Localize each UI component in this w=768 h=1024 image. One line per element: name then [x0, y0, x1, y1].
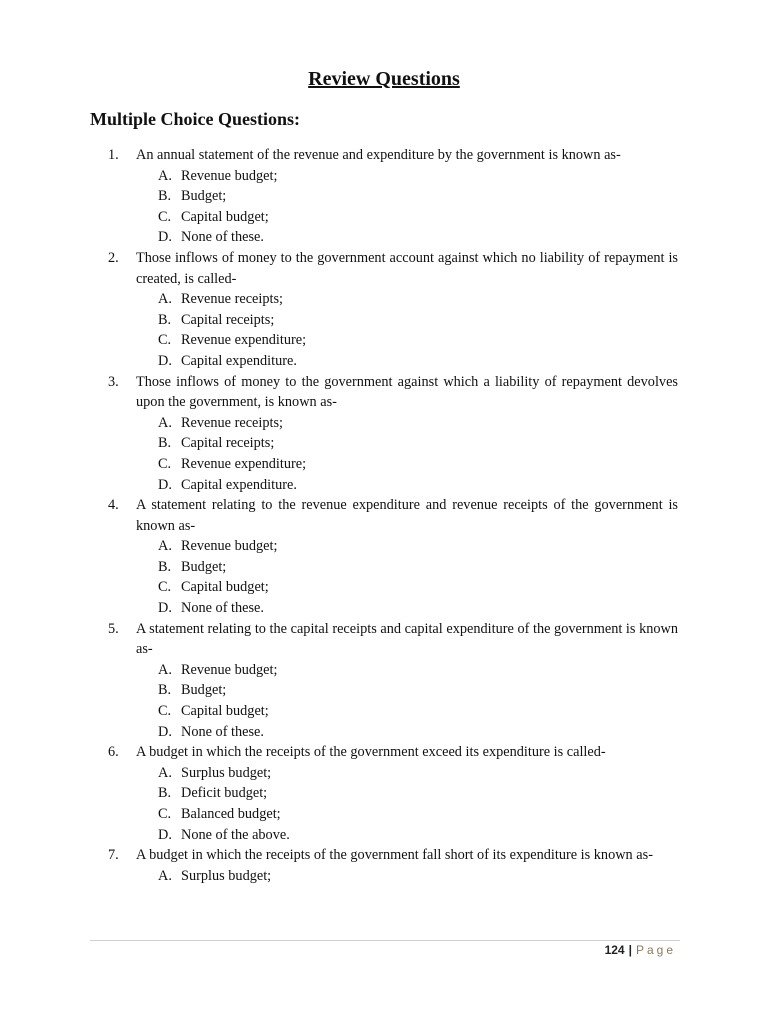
answer-option	[158, 763, 678, 784]
option-letter: A.	[158, 291, 172, 308]
footer-separator: |	[628, 943, 632, 957]
option-text: Capital budget;	[181, 703, 269, 720]
answer-option	[158, 536, 678, 557]
question-number: 3.	[108, 373, 119, 390]
answer-option	[158, 722, 678, 743]
question-text: Those inflows of money to the government against which a liability of repayment devolves upon the government, is known as-	[136, 373, 678, 411]
option-text: Revenue receipts;	[181, 414, 284, 431]
option-text: None of these.	[181, 600, 264, 617]
question-item	[108, 619, 678, 660]
option-letter: D.	[158, 600, 172, 617]
option-letter: A.	[158, 167, 172, 184]
option-text: Surplus budget;	[181, 867, 272, 884]
question-number: 7.	[108, 847, 119, 864]
answer-option	[158, 433, 678, 454]
option-text: None of these.	[181, 229, 264, 246]
answer-option	[158, 783, 678, 804]
option-text: Budget;	[181, 682, 227, 699]
option-letter: D.	[158, 826, 172, 843]
option-text: Revenue budget;	[181, 661, 278, 678]
option-letter: D.	[158, 229, 172, 246]
option-letter: B.	[158, 188, 172, 205]
option-text: Capital budget;	[181, 208, 269, 225]
option-letter: B.	[158, 682, 172, 699]
question-number: 6.	[108, 744, 119, 761]
question-item	[108, 372, 678, 413]
answer-option	[158, 227, 678, 248]
page-label: Page	[635, 943, 676, 957]
question-number: 1.	[108, 147, 119, 163]
question-item	[108, 495, 678, 536]
option-letter: A.	[158, 867, 172, 884]
option-text: Budget;	[181, 188, 227, 205]
question-text: A statement relating to the revenue expenditure and revenue receipts of the government is known as-	[136, 497, 678, 534]
option-text: Capital expenditure.	[181, 476, 297, 493]
answer-option	[158, 186, 678, 207]
option-letter: D.	[158, 723, 172, 740]
option-text: Budget;	[181, 558, 227, 575]
page-footer	[605, 943, 676, 957]
answer-option	[158, 701, 678, 722]
option-text: Revenue expenditure;	[181, 455, 307, 472]
option-text: Capital receipts;	[181, 311, 275, 328]
option-text: Deficit budget;	[181, 785, 268, 802]
page-title: Review Questions	[308, 68, 460, 90]
question-item	[108, 145, 678, 166]
answer-option	[158, 413, 678, 434]
answer-option	[158, 598, 678, 619]
answer-option	[158, 660, 678, 681]
question-text: A statement relating to the capital receipts and capital expenditure of the government is known as-	[136, 620, 678, 658]
option-letter: D.	[158, 352, 172, 369]
option-letter: A.	[158, 414, 172, 431]
option-letter: B.	[158, 435, 172, 452]
question-number: 5.	[108, 620, 119, 637]
question-number: 2.	[108, 249, 119, 266]
answer-option	[158, 330, 678, 351]
option-text: Revenue receipts;	[181, 291, 284, 308]
answer-option	[158, 289, 678, 310]
page-number: 124	[604, 943, 625, 957]
option-letter: C.	[158, 579, 172, 596]
question-text: A budget in which the receipts of the government exceed its expenditure is called-	[136, 744, 606, 761]
question-item	[108, 845, 678, 866]
question-text: An annual statement of the revenue and expenditure by the government is known as-	[136, 147, 621, 163]
answer-option	[158, 557, 678, 578]
answer-option	[158, 310, 678, 331]
answer-option	[158, 866, 678, 887]
question-number: 4.	[108, 497, 119, 514]
footer-divider	[90, 940, 680, 941]
option-text: Capital budget;	[181, 579, 269, 596]
option-letter: B.	[158, 311, 172, 328]
option-text: Capital receipts;	[181, 435, 275, 452]
option-letter: C.	[158, 806, 172, 822]
section-heading: Multiple Choice Questions:	[90, 109, 300, 129]
option-text: Balanced budget;	[181, 806, 281, 822]
option-letter: C.	[158, 703, 172, 720]
option-text: Revenue budget;	[181, 167, 278, 184]
option-text: Surplus budget;	[181, 764, 272, 781]
option-letter: A.	[158, 661, 172, 678]
answer-option	[158, 680, 678, 701]
option-text: Revenue expenditure;	[181, 332, 307, 349]
option-text: None of the above.	[181, 826, 290, 843]
option-letter: C.	[158, 332, 172, 349]
option-letter: B.	[158, 558, 172, 575]
option-letter: B.	[158, 785, 172, 802]
question-item	[108, 742, 678, 763]
option-letter: D.	[158, 476, 172, 493]
option-letter: C.	[158, 455, 172, 472]
option-text: Revenue budget;	[181, 538, 278, 555]
option-letter: A.	[158, 538, 172, 555]
answer-option	[158, 577, 678, 598]
option-letter: C.	[158, 208, 172, 225]
question-list	[108, 145, 678, 886]
option-letter: A.	[158, 764, 172, 781]
answer-option	[158, 804, 678, 825]
answer-option	[158, 454, 678, 475]
question-text: A budget in which the receipts of the government fall short of its expenditure is known as-	[136, 847, 653, 864]
answer-option	[158, 475, 678, 496]
option-text: Capital expenditure.	[181, 352, 297, 369]
answer-option	[158, 351, 678, 372]
answer-option	[158, 166, 678, 187]
answer-option	[158, 207, 678, 228]
answer-option	[158, 825, 678, 846]
question-text: Those inflows of money to the government account against which no liability of repayment is created, is called-	[136, 249, 678, 287]
question-item	[108, 248, 678, 289]
option-text: None of these.	[181, 723, 264, 740]
